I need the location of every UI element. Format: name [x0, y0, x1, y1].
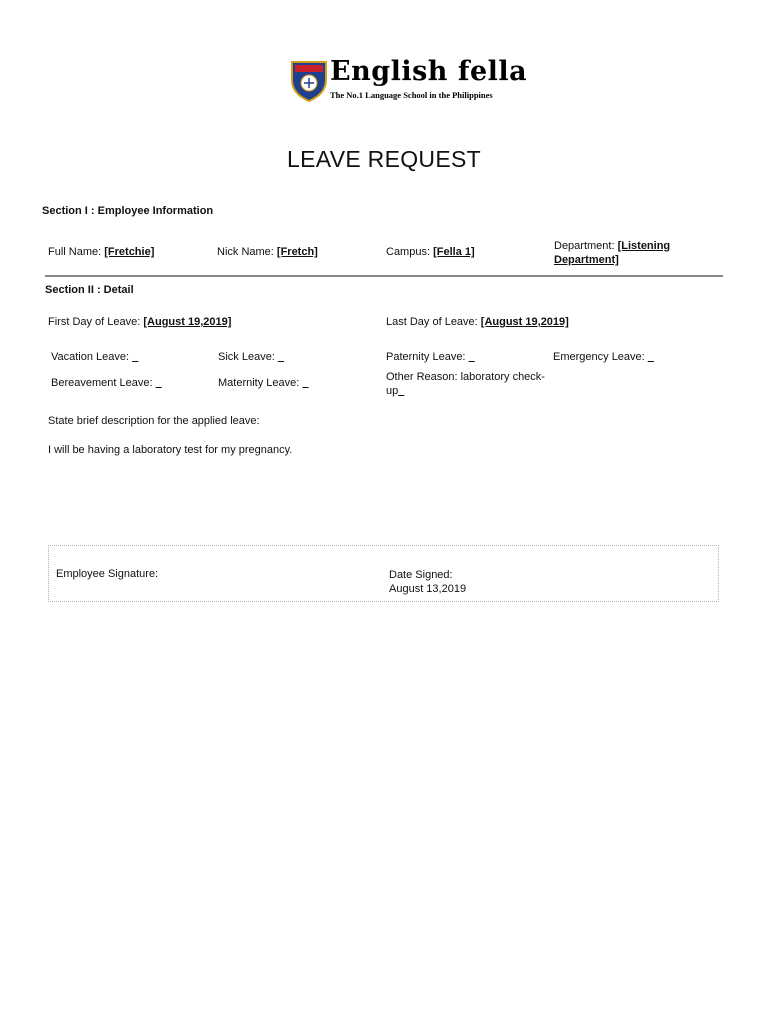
- date-signed-label: Date Signed:: [389, 569, 453, 581]
- other-reason-line1: Other Reason: laboratory check-: [386, 371, 545, 383]
- first-day-value: [August 19,2019]: [143, 316, 232, 328]
- employee-signature-label: Employee Signature:: [56, 568, 159, 580]
- department-value-line2: Department]: [554, 254, 619, 266]
- sick-leave-label: Sick Leave:: [218, 351, 275, 363]
- department-field: [554, 239, 670, 267]
- maternity-leave-field: [218, 377, 309, 389]
- bereavement-leave-field: [51, 377, 162, 389]
- signature-box: [48, 545, 719, 602]
- shield-crest-icon: [290, 58, 328, 102]
- other-reason-line2: up: [386, 385, 399, 397]
- full-name-value: [Fretchie]: [104, 246, 155, 258]
- vacation-leave-blank: _: [132, 351, 139, 363]
- description-label: State brief description for the applied leave:: [48, 415, 260, 427]
- department-label: Department:: [554, 240, 615, 252]
- brand-name: English fella: [330, 56, 528, 87]
- department-value-line1: [Listening: [617, 240, 671, 252]
- emergency-leave-field: [553, 351, 654, 363]
- other-reason-blank: _: [398, 385, 405, 397]
- vacation-leave-label: Vacation Leave:: [51, 351, 130, 363]
- last-day-label: Last Day of Leave:: [386, 316, 478, 328]
- section1-heading: Section I : Employee Information: [42, 205, 214, 217]
- sick-leave-blank: _: [277, 351, 285, 363]
- campus-field: [386, 246, 475, 258]
- paternity-leave-field: [386, 351, 475, 363]
- last-day-value: [August 19,2019]: [480, 316, 569, 328]
- campus-label: Campus:: [386, 246, 431, 258]
- maternity-leave-blank: _: [302, 377, 309, 389]
- full-name-label: Full Name:: [48, 246, 102, 258]
- section-divider: [45, 275, 723, 277]
- full-name-field: [48, 246, 154, 258]
- nick-name-value: [Fretch]: [276, 246, 318, 258]
- first-day-field: [48, 316, 231, 328]
- brand-tagline: The No.1 Language School in the Philippines: [330, 90, 493, 100]
- other-reason-field: [386, 370, 545, 398]
- sick-leave-field: [218, 351, 284, 363]
- emergency-leave-label: Emergency Leave:: [553, 351, 645, 363]
- paternity-leave-label: Paternity Leave:: [386, 351, 466, 363]
- date-signed-value: August 13,2019: [389, 583, 467, 595]
- date-signed-block: [389, 568, 466, 596]
- emergency-leave-blank: _: [647, 351, 654, 363]
- first-day-label: First Day of Leave:: [48, 316, 141, 328]
- nick-name-label: Nick Name:: [217, 246, 274, 258]
- school-logo: [290, 56, 528, 104]
- section2-heading: Section II : Detail: [45, 284, 134, 296]
- maternity-leave-label: Maternity Leave:: [218, 377, 300, 389]
- campus-value: [Fella 1]: [433, 246, 475, 258]
- vacation-leave-field: [51, 351, 138, 363]
- bereavement-leave-label: Bereavement Leave:: [51, 377, 153, 389]
- description-text: I will be having a laboratory test for my pregnancy.: [48, 444, 293, 456]
- last-day-field: [386, 316, 569, 328]
- nick-name-field: [217, 246, 318, 258]
- page-title: LEAVE REQUEST: [287, 146, 481, 172]
- bereavement-leave-blank: _: [155, 377, 162, 389]
- paternity-leave-blank: _: [468, 351, 475, 363]
